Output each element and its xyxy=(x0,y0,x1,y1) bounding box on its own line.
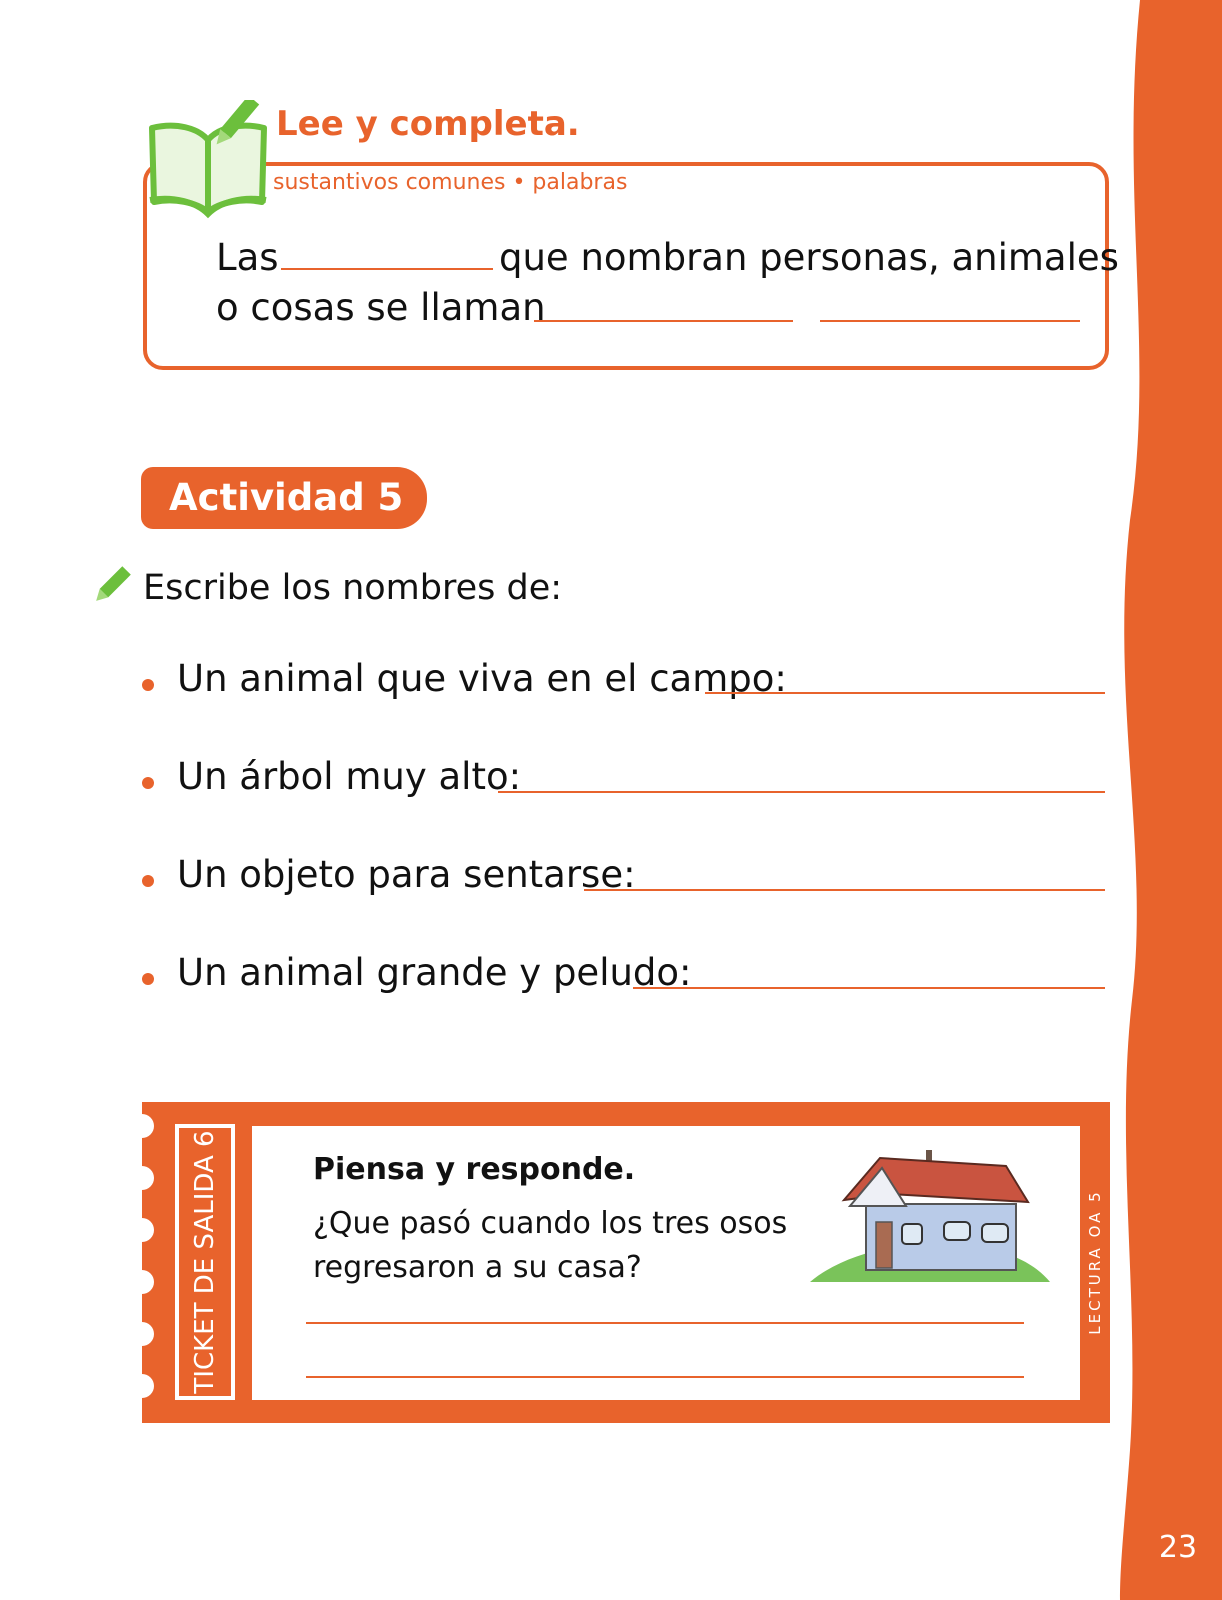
activity-badge: Actividad 5 xyxy=(141,467,427,529)
answer-line-1[interactable] xyxy=(705,692,1105,694)
bullet-dot xyxy=(142,679,154,691)
lee-completa-title: Lee y completa. xyxy=(276,104,580,144)
ticket-answer-line-2[interactable] xyxy=(306,1376,1024,1378)
fill-line2-start: o cosas se llaman xyxy=(216,286,546,329)
ticket-question xyxy=(313,1202,787,1290)
fill-line1-end: que nombran personas, animales xyxy=(499,236,1119,279)
list-item-text: Un árbol muy alto: xyxy=(177,755,522,798)
lectura-label: LECTURA OA 5 xyxy=(1086,1189,1104,1335)
ticket-question-line1: ¿Que pasó cuando los tres osos xyxy=(313,1206,788,1241)
list-item-text: Un animal grande y peludo: xyxy=(177,951,692,994)
book-icon xyxy=(146,100,272,220)
ticket-title: Piensa y responde. xyxy=(313,1152,636,1187)
ticket-notch xyxy=(130,1270,154,1294)
ticket-notch xyxy=(130,1114,154,1138)
bullet-dot xyxy=(142,777,154,789)
side-band xyxy=(1110,0,1222,1600)
ticket-notch xyxy=(130,1374,154,1398)
fill-blank-2[interactable] xyxy=(534,320,793,322)
answer-line-3[interactable] xyxy=(584,889,1105,891)
pencil-icon xyxy=(90,565,132,607)
bullet-dot xyxy=(142,973,154,985)
fill-blank-1[interactable] xyxy=(281,268,493,270)
ticket-notch xyxy=(130,1218,154,1242)
list-item-text: Un objeto para sentarse: xyxy=(177,853,636,896)
list-item-text: Un animal que viva en el campo: xyxy=(177,657,787,700)
ticket-answer-line-1[interactable] xyxy=(306,1322,1024,1324)
ticket-notch xyxy=(130,1166,154,1190)
activity-instruction: Escribe los nombres de: xyxy=(143,568,563,608)
ticket-label: TICKET DE SALIDA 6 xyxy=(190,1130,220,1394)
ticket-question-line2: regresaron a su casa? xyxy=(313,1250,642,1285)
house-illustration xyxy=(810,1150,1050,1286)
ticket-notch xyxy=(130,1322,154,1346)
page-number: 23 xyxy=(1158,1530,1198,1565)
answer-line-2[interactable] xyxy=(498,791,1105,793)
fill-blank-3[interactable] xyxy=(820,320,1080,322)
answer-line-4[interactable] xyxy=(633,987,1105,989)
fill-line1-start: Las xyxy=(216,236,279,279)
bullet-dot xyxy=(142,875,154,887)
lee-completa-subtitle: sustantivos comunes • palabras xyxy=(273,170,628,195)
